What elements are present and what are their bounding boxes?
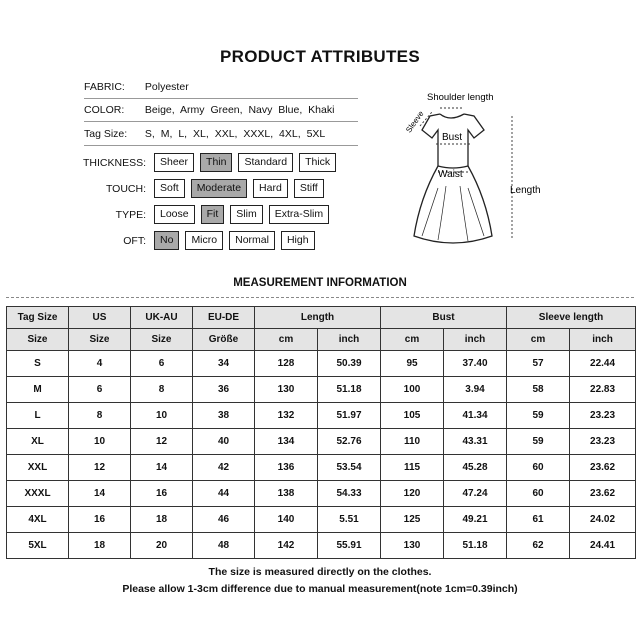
table-cell: 8 <box>131 377 193 403</box>
table-cell: 55.91 <box>318 533 381 559</box>
table-cell: 10 <box>69 429 131 455</box>
sleeve-label: Sleeve <box>404 109 426 135</box>
table-row <box>7 507 636 533</box>
touch-option: Moderate <box>191 179 247 198</box>
table-cell: 105 <box>381 403 444 429</box>
thickness-row <box>50 153 342 172</box>
type-option: Loose <box>154 205 195 224</box>
table-cell: 8 <box>69 403 131 429</box>
table-cell: 44 <box>193 481 255 507</box>
touch-option: Stiff <box>294 179 324 198</box>
type-label: TYPE: <box>115 208 146 221</box>
table-cell: 49.21 <box>444 507 507 533</box>
table-cell: 59 <box>507 429 570 455</box>
fabric-value: Polyester <box>144 81 189 93</box>
table-cell: M <box>7 377 69 403</box>
table-cell: 6 <box>131 351 193 377</box>
table-cell: 47.24 <box>444 481 507 507</box>
thickness-option: Sheer <box>154 153 194 172</box>
subheader-cell: Größe <box>193 329 255 351</box>
table-cell: 138 <box>255 481 318 507</box>
table-cell: 48 <box>193 533 255 559</box>
table-cell: 40 <box>193 429 255 455</box>
table-cell: 95 <box>381 351 444 377</box>
subheader-cell: Size <box>69 329 131 351</box>
table-cell: 43.31 <box>444 429 507 455</box>
table-cell: 136 <box>255 455 318 481</box>
table-cell: 54.33 <box>318 481 381 507</box>
table-cell: 58 <box>507 377 570 403</box>
table-cell: 22.44 <box>570 351 636 377</box>
table-cell: 46 <box>193 507 255 533</box>
subheader-cell: Size <box>7 329 69 351</box>
measurement-title: MEASUREMENT INFORMATION <box>233 277 407 289</box>
table-cell: 130 <box>381 533 444 559</box>
touch-option: Hard <box>253 179 288 198</box>
fabric-key: FABRIC: <box>84 81 125 93</box>
length-label: Length <box>510 185 541 196</box>
fabric-line <box>84 81 189 93</box>
header-cell: UK-AU <box>131 307 193 329</box>
table-cell: 12 <box>131 429 193 455</box>
table-cell: 5XL <box>7 533 69 559</box>
table-cell: 134 <box>255 429 318 455</box>
table-row <box>7 533 636 559</box>
table-cell: 52.76 <box>318 429 381 455</box>
table-cell: 128 <box>255 351 318 377</box>
oft-option: Micro <box>185 231 223 250</box>
table-cell: 130 <box>255 377 318 403</box>
table-cell: 110 <box>381 429 444 455</box>
subheader-cell: inch <box>444 329 507 351</box>
table-cell: XXXL <box>7 481 69 507</box>
thickness-option: Thick <box>299 153 336 172</box>
table-cell: 62 <box>507 533 570 559</box>
dashed-divider <box>6 297 634 298</box>
table-cell: 100 <box>381 377 444 403</box>
oft-row <box>50 231 321 250</box>
touch-label: TOUCH: <box>105 182 146 195</box>
table-row <box>7 429 636 455</box>
waist-label: Waist <box>438 169 463 180</box>
table-cell: 38 <box>193 403 255 429</box>
table-cell: 125 <box>381 507 444 533</box>
subheader-cell: cm <box>381 329 444 351</box>
oft-option: High <box>281 231 315 250</box>
table-row <box>7 481 636 507</box>
subheader-cell: inch <box>570 329 636 351</box>
table-cell: 20 <box>131 533 193 559</box>
table-cell: XXL <box>7 455 69 481</box>
type-row <box>50 205 335 224</box>
table-cell: 16 <box>131 481 193 507</box>
thickness-option: Standard <box>238 153 293 172</box>
header-cell: US <box>69 307 131 329</box>
table-cell: 5.51 <box>318 507 381 533</box>
table-cell: 61 <box>507 507 570 533</box>
header-cell: Bust <box>381 307 507 329</box>
type-option: Fit <box>201 205 225 224</box>
type-option: Extra-Slim <box>269 205 329 224</box>
table-cell: 4 <box>69 351 131 377</box>
table-cell: 53.54 <box>318 455 381 481</box>
subheader-cell: cm <box>255 329 318 351</box>
table-cell: 4XL <box>7 507 69 533</box>
table-cell: 42 <box>193 455 255 481</box>
table-cell: 3.94 <box>444 377 507 403</box>
table-cell: 51.97 <box>318 403 381 429</box>
header-cell: Tag Size <box>7 307 69 329</box>
header-cell: Sleeve length <box>507 307 636 329</box>
table-cell: 34 <box>193 351 255 377</box>
table-cell: L <box>7 403 69 429</box>
table-cell: 6 <box>69 377 131 403</box>
header-cell: EU-DE <box>193 307 255 329</box>
table-cell: 51.18 <box>318 377 381 403</box>
divider <box>84 121 358 122</box>
table-cell: 140 <box>255 507 318 533</box>
table-cell: 120 <box>381 481 444 507</box>
bust-label: Bust <box>442 132 463 143</box>
table-cell: 115 <box>381 455 444 481</box>
type-option: Slim <box>230 205 262 224</box>
touch-option: Soft <box>154 179 185 198</box>
table-cell: 50.39 <box>318 351 381 377</box>
table-cell: 37.40 <box>444 351 507 377</box>
table-row <box>7 455 636 481</box>
table-cell: 60 <box>507 481 570 507</box>
table-cell: 10 <box>131 403 193 429</box>
oft-option: No <box>154 231 179 250</box>
color-line <box>84 104 334 116</box>
table-cell: XL <box>7 429 69 455</box>
subheader-cell: cm <box>507 329 570 351</box>
divider <box>84 98 358 99</box>
table-cell: 23.23 <box>570 403 636 429</box>
touch-row <box>50 179 330 198</box>
table-row <box>7 403 636 429</box>
table-cell: 22.83 <box>570 377 636 403</box>
dress-diagram <box>380 88 560 258</box>
table-cell: 14 <box>131 455 193 481</box>
table-cell: 41.34 <box>444 403 507 429</box>
color-value: Beige, Army Green, Navy Blue, Khaki <box>144 104 335 116</box>
table-cell: 60 <box>507 455 570 481</box>
table-cell: 24.41 <box>570 533 636 559</box>
subheader-cell: inch <box>318 329 381 351</box>
thickness-label: THICKNESS: <box>82 156 146 169</box>
thickness-option: Thin <box>200 153 232 172</box>
oft-label: OFT: <box>123 234 146 247</box>
table-cell: 12 <box>69 455 131 481</box>
table-row <box>7 377 636 403</box>
color-key: COLOR: <box>84 104 125 116</box>
table-header-row <box>7 307 636 329</box>
tag-size-line <box>84 128 325 140</box>
page-title: PRODUCT ATTRIBUTES <box>220 47 420 66</box>
table-cell: 14 <box>69 481 131 507</box>
table-cell: 23.62 <box>570 481 636 507</box>
table-cell: 24.02 <box>570 507 636 533</box>
table-cell: 18 <box>69 533 131 559</box>
subheader-cell: Size <box>131 329 193 351</box>
note-difference: Please allow 1-3cm difference due to manual measurement(note 1cm=0.39inch) <box>122 583 518 595</box>
table-cell: S <box>7 351 69 377</box>
tag-size-value: S, M, L, XL, XXL, XXXL, 4XL, 5XL <box>144 128 326 140</box>
table-cell: 45.28 <box>444 455 507 481</box>
table-cell: 23.62 <box>570 455 636 481</box>
table-cell: 18 <box>131 507 193 533</box>
table-row <box>7 351 636 377</box>
table-cell: 59 <box>507 403 570 429</box>
table-cell: 57 <box>507 351 570 377</box>
table-cell: 51.18 <box>444 533 507 559</box>
table-cell: 23.23 <box>570 429 636 455</box>
measurement-table <box>6 306 636 559</box>
table-cell: 16 <box>69 507 131 533</box>
note-measured: The size is measured directly on the clothes. <box>208 566 432 578</box>
oft-option: Normal <box>229 231 275 250</box>
table-cell: 132 <box>255 403 318 429</box>
table-subheader-row <box>7 329 636 351</box>
tag-size-key: Tag Size: <box>84 128 128 140</box>
divider <box>84 145 358 146</box>
header-cell: Length <box>255 307 381 329</box>
table-cell: 142 <box>255 533 318 559</box>
shoulder-length-label: Shoulder length <box>427 92 494 103</box>
table-cell: 36 <box>193 377 255 403</box>
